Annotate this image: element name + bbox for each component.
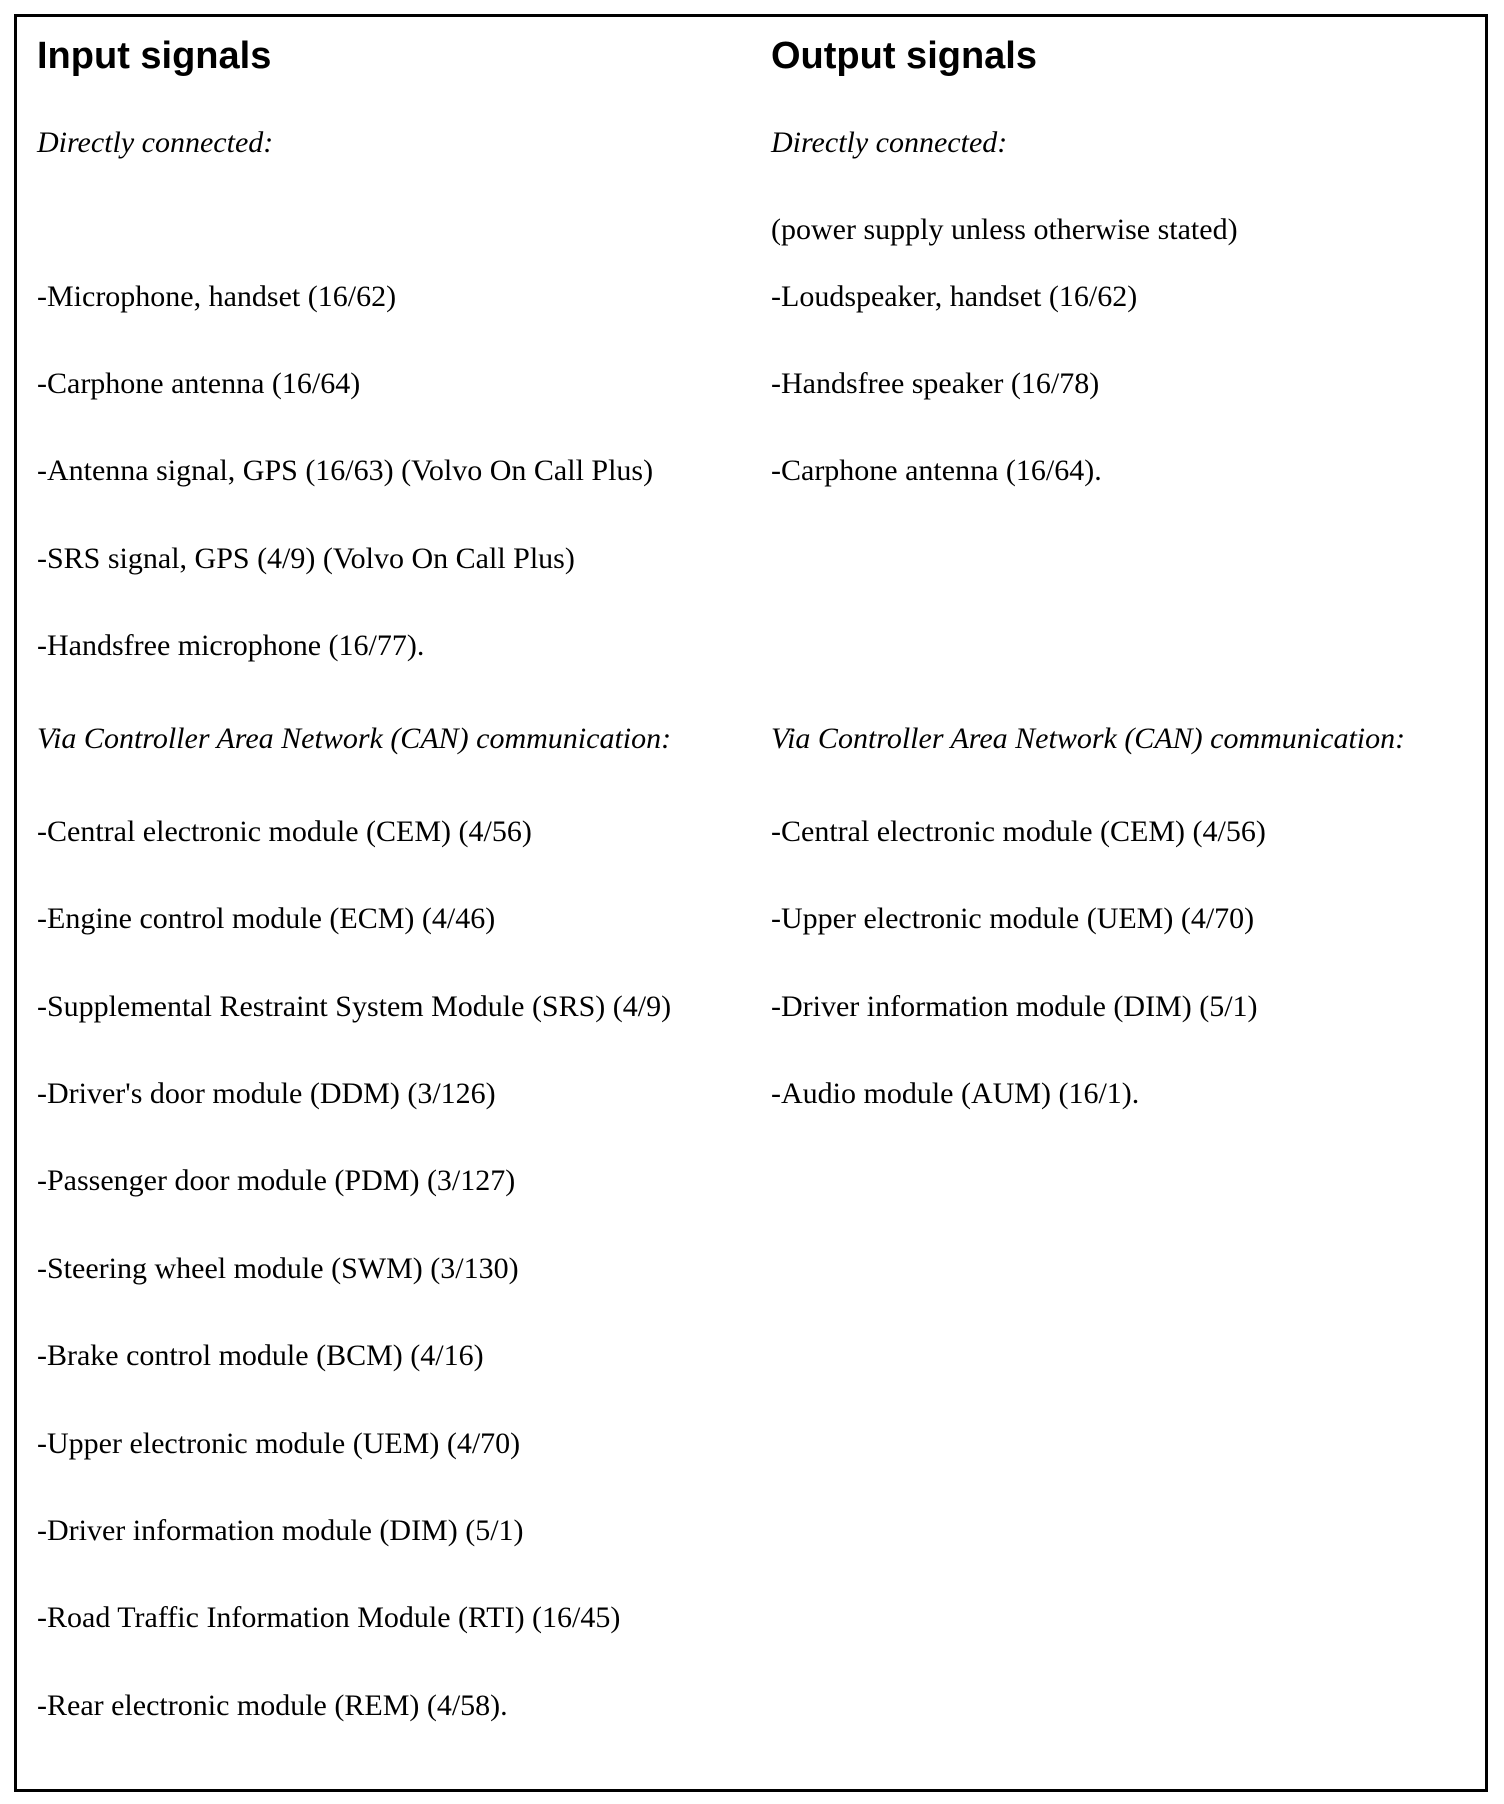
input-can-item: -Driver information module (DIM) (5/1) <box>37 1514 524 1547</box>
input-can-item: -Driver's door module (DDM) (3/126) <box>37 1077 496 1110</box>
output-can-item: -Upper electronic module (UEM) (4/70) <box>771 902 1255 935</box>
output-can-item: -Driver information module (DIM) (5/1) <box>771 990 1258 1023</box>
input-can-item: -Central electronic module (CEM) (4/56) <box>37 815 532 848</box>
output-direct-note: (power supply unless otherwise stated) <box>771 213 1238 246</box>
output-direct-item: -Loudspeaker, handset (16/62) <box>771 280 1138 313</box>
input-can-item: -Brake control module (BCM) (4/16) <box>37 1339 484 1372</box>
input-direct-item: -Handsfree microphone (16/77). <box>37 629 425 662</box>
input-can-item: -Engine control module (ECM) (4/46) <box>37 902 496 935</box>
output-direct-item: -Carphone antenna (16/64). <box>771 454 1102 487</box>
input-can-item: -Supplemental Restraint System Module (SRS) (4/9) <box>37 990 672 1023</box>
output-signals-heading: Output signals <box>771 35 1037 77</box>
input-direct-item: -SRS signal, GPS (4/9) (Volvo On Call Plus) <box>37 542 575 575</box>
input-can-item: -Steering wheel module (SWM) (3/130) <box>37 1252 519 1285</box>
input-can-item: -Rear electronic module (REM) (4/58). <box>37 1689 508 1722</box>
input-can-item: -Passenger door module (PDM) (3/127) <box>37 1164 516 1197</box>
input-direct-label: Directly connected: <box>37 126 274 159</box>
input-direct-item: -Microphone, handset (16/62) <box>37 280 397 313</box>
signals-table-frame <box>14 14 1488 1792</box>
input-can-label: Via Controller Area Network (CAN) communication: <box>37 722 672 755</box>
input-signals-heading: Input signals <box>37 35 272 77</box>
output-can-item: -Central electronic module (CEM) (4/56) <box>771 815 1266 848</box>
input-can-item: -Upper electronic module (UEM) (4/70) <box>37 1427 521 1460</box>
output-direct-label: Directly connected: <box>771 126 1008 159</box>
output-can-item: -Audio module (AUM) (16/1). <box>771 1077 1140 1110</box>
output-can-label: Via Controller Area Network (CAN) communication: <box>771 722 1406 755</box>
output-direct-item: -Handsfree speaker (16/78) <box>771 367 1100 400</box>
input-direct-item: -Carphone antenna (16/64) <box>37 367 361 400</box>
input-direct-item: -Antenna signal, GPS (16/63) (Volvo On Call Plus) <box>37 454 654 487</box>
input-can-item: -Road Traffic Information Module (RTI) (16/45) <box>37 1601 621 1634</box>
